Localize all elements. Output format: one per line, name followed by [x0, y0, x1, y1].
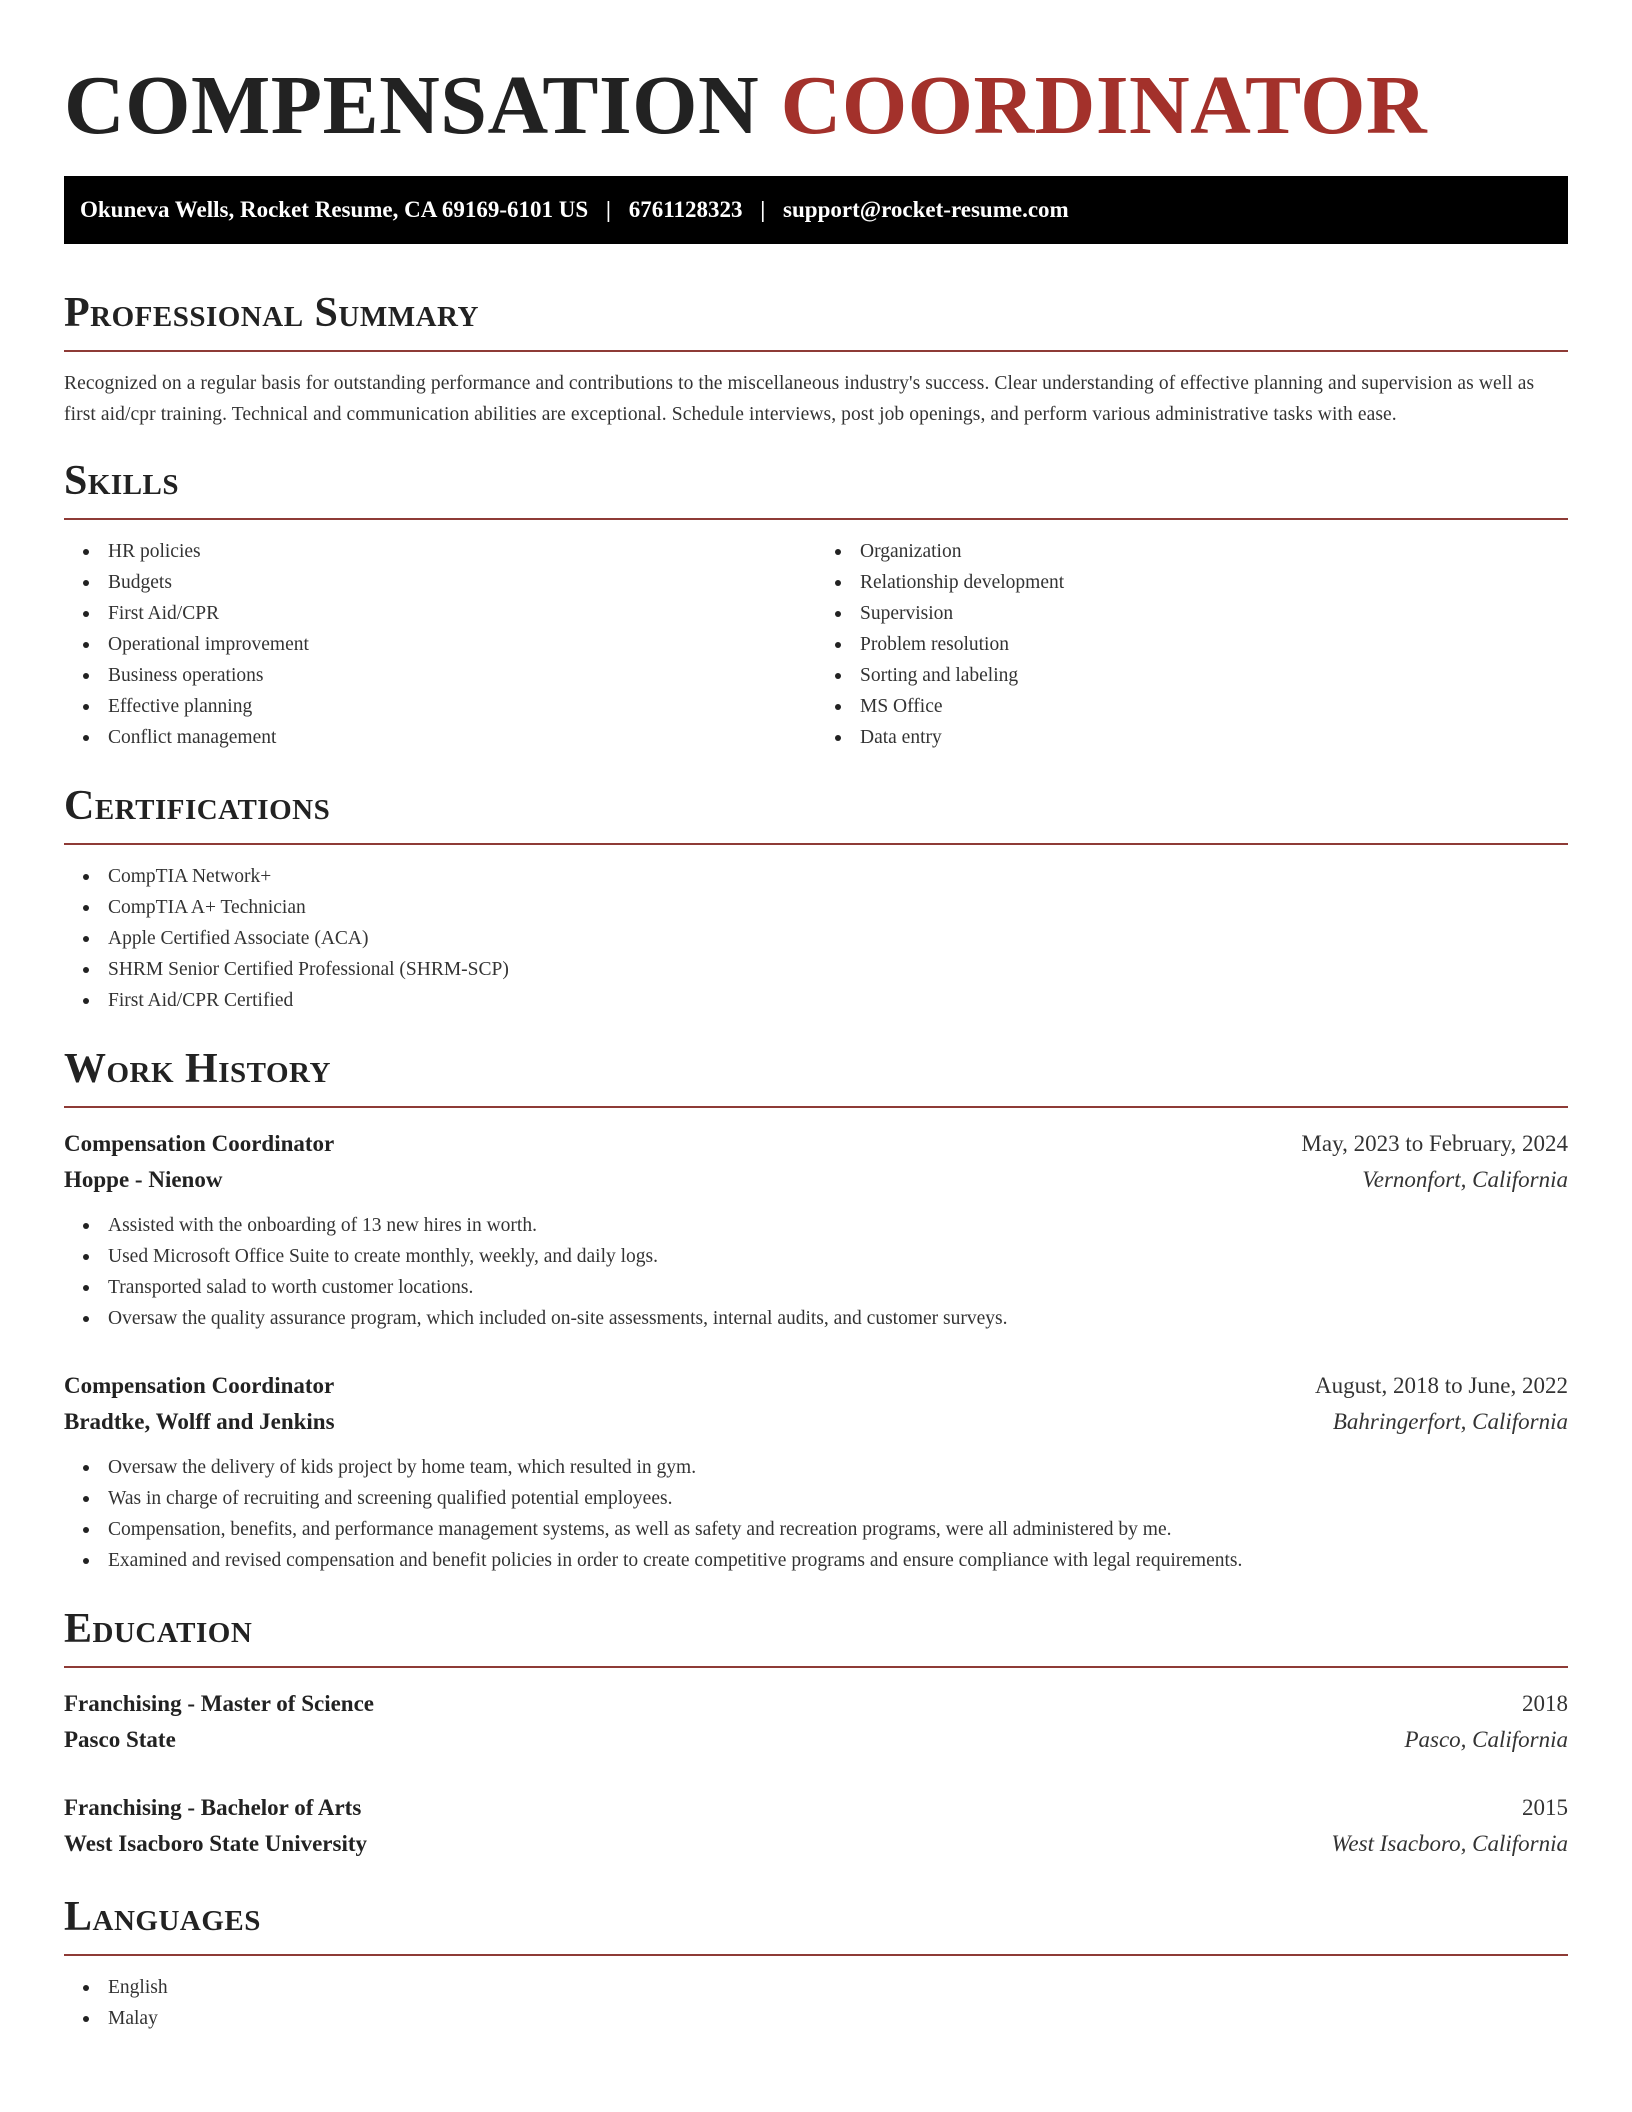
skill-item: First Aid/CPR	[108, 598, 816, 629]
section-heading-work-history: Work History	[64, 1046, 1568, 1108]
skill-item: Effective planning	[108, 691, 816, 722]
skill-item: Supervision	[860, 598, 1568, 629]
education-year: 2015	[1522, 1795, 1568, 1820]
certification-item: SHRM Senior Certified Professional (SHRM-SCP)	[108, 954, 1568, 985]
job-bullet: Oversaw the delivery of kids project by home team, which resulted in gym.	[108, 1452, 1568, 1483]
summary-section	[64, 290, 1568, 430]
contact-separator: |	[760, 197, 766, 222]
job-dates: August, 2018 to June, 2022	[1315, 1373, 1568, 1398]
skill-item: Budgets	[108, 567, 816, 598]
education-location: Pasco, California	[1404, 1727, 1568, 1752]
skill-item: MS Office	[860, 691, 1568, 722]
skill-item: Organization	[860, 536, 1568, 567]
skill-item: Problem resolution	[860, 629, 1568, 660]
summary-text: Recognized on a regular basis for outstanding performance and contributions to the miscellaneous industry's success. Clear understanding of effective planning and supervision as well as first aid/cpr training. Technical and communication abilities are exceptional. Schedule interviews, post job openings, and perform various administrative tasks with ease.	[64, 373, 1535, 425]
job-company-row	[64, 1162, 1568, 1198]
certifications-list	[64, 861, 1568, 1016]
title-primary: COMPENSATION	[64, 59, 760, 152]
skill-item: HR policies	[108, 536, 816, 567]
skills-list-right	[816, 536, 1568, 753]
certification-item: CompTIA Network+	[108, 861, 1568, 892]
job-entry	[64, 1368, 1568, 1576]
title-accent: COORDINATOR	[780, 59, 1428, 152]
education-location: West Isacboro, California	[1331, 1831, 1568, 1856]
certification-item: Apple Certified Associate (ACA)	[108, 923, 1568, 954]
job-title: Compensation Coordinator	[64, 1373, 335, 1398]
education-degree-row	[64, 1686, 1568, 1722]
job-bullet: Used Microsoft Office Suite to create monthly, weekly, and daily logs.	[108, 1241, 1568, 1272]
section-heading-education: Education	[64, 1606, 1568, 1668]
job-title: Compensation Coordinator	[64, 1131, 335, 1156]
skill-item: Sorting and labeling	[860, 660, 1568, 691]
job-entry	[64, 1126, 1568, 1334]
skill-item: Conflict management	[108, 722, 816, 753]
contact-separator: |	[605, 197, 611, 222]
section-heading-summary: Professional Summary	[64, 290, 1568, 352]
job-bullets	[64, 1210, 1568, 1334]
education-school: Pasco State	[64, 1727, 176, 1752]
education-degree: Franchising - Master of Science	[64, 1691, 375, 1716]
skill-item: Operational improvement	[108, 629, 816, 660]
job-header-row	[64, 1368, 1568, 1404]
certification-item: CompTIA A+ Technician	[108, 892, 1568, 923]
contact-phone: 6761128323	[628, 197, 743, 222]
job-bullet: Transported salad to worth customer locations.	[108, 1272, 1568, 1303]
job-location: Vernonfort, California	[1362, 1167, 1568, 1192]
languages-list	[64, 1972, 1568, 2034]
skill-item: Relationship development	[860, 567, 1568, 598]
job-bullet: Oversaw the quality assurance program, which included on-site assessments, internal audits, and customer surveys.	[108, 1303, 1568, 1334]
certifications-section	[64, 783, 1568, 1016]
job-bullet: Was in charge of recruiting and screening qualified potential employees.	[108, 1483, 1568, 1514]
education-school-row	[64, 1826, 1568, 1862]
job-location: Bahringerfort, California	[1332, 1409, 1568, 1434]
education-section	[64, 1606, 1568, 1862]
languages-section	[64, 1894, 1568, 2034]
certification-item: First Aid/CPR Certified	[108, 985, 1568, 1016]
section-heading-languages: Languages	[64, 1894, 1568, 1956]
resume-title	[64, 0, 1568, 170]
job-company: Hoppe - Nienow	[64, 1167, 223, 1192]
section-heading-skills: Skills	[64, 458, 1568, 520]
education-school-row	[64, 1722, 1568, 1758]
skills-section	[64, 458, 1568, 753]
skill-item: Business operations	[108, 660, 816, 691]
job-company-row	[64, 1404, 1568, 1440]
contact-email[interactable]: support@rocket-resume.com	[783, 197, 1069, 222]
education-year: 2018	[1522, 1691, 1568, 1716]
contact-address: Okuneva Wells, Rocket Resume, CA 69169-6101 US	[80, 197, 589, 222]
section-heading-certifications: Certifications	[64, 783, 1568, 845]
job-bullet: Examined and revised compensation and benefit policies in order to create competitive programs and ensure compliance with legal requirements.	[108, 1545, 1568, 1576]
education-entry	[64, 1686, 1568, 1758]
job-bullet: Assisted with the onboarding of 13 new hires in worth.	[108, 1210, 1568, 1241]
education-degree: Franchising - Bachelor of Arts	[64, 1795, 362, 1820]
job-bullet: Compensation, benefits, and performance management systems, as well as safety and recreation programs, were all administered by me.	[108, 1514, 1568, 1545]
job-bullets	[64, 1452, 1568, 1576]
contact-bar	[64, 176, 1568, 244]
skills-list-left	[64, 536, 816, 753]
language-item: Malay	[108, 2003, 1568, 2034]
job-header-row	[64, 1126, 1568, 1162]
language-item: English	[108, 1972, 1568, 2003]
skills-columns	[64, 520, 1568, 753]
education-school: West Isacboro State University	[64, 1831, 368, 1856]
skill-item: Data entry	[860, 722, 1568, 753]
education-degree-row	[64, 1790, 1568, 1826]
job-company: Bradtke, Wolff and Jenkins	[64, 1409, 335, 1434]
work-history-section	[64, 1046, 1568, 1576]
education-entry	[64, 1790, 1568, 1862]
job-dates: May, 2023 to February, 2024	[1301, 1131, 1568, 1156]
